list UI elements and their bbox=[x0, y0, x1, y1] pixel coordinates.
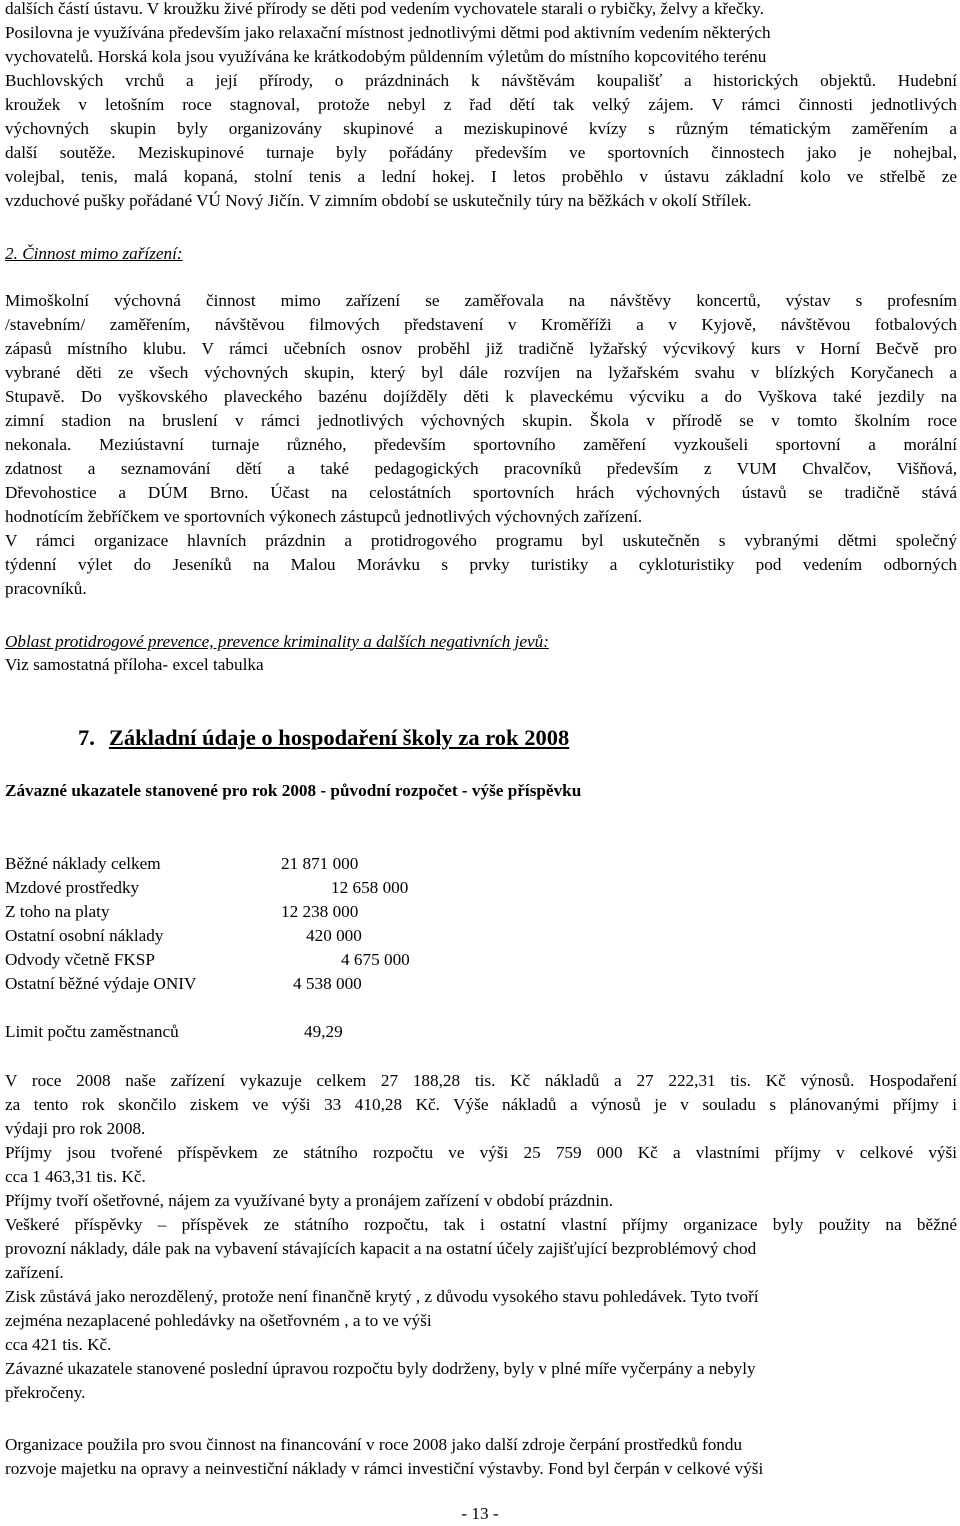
text-line: V roce 2008 naše zařízení vykazuje celkem 27 188,28 tis. Kč nákladů a 27 222,31 tis. Kč výnosů. Hospodaření bbox=[5, 1071, 957, 1090]
text-line: vybrané děti ze všech výchovných skupin, který byl dále rozvíjen na lyžařském svahu v blízkých Koryčanech a bbox=[5, 363, 957, 382]
text-line: Zisk zůstává jako nerozdělený, protože není finančně krytý , z důvodu vysokého stavu pohledávek. Tyto tvoří bbox=[5, 1287, 759, 1306]
text-line: zdatnost a seznamování dětí a také pedagogických pracovníků především z VUM Chvalčov, Višňová, bbox=[5, 459, 957, 478]
text-line: hodnotícím žebříčkem ve sportovních výkonech zástupců jednotlivých výchovných zařízení. bbox=[5, 507, 643, 526]
section-2-heading: 2. Činnost mimo zařízení: bbox=[5, 244, 183, 263]
text-line: vychovatelů. Horská kola jsou využívána ke krátkodobým půldenním výletům do místního kopcovitého terénu bbox=[5, 47, 767, 66]
text-line: za tento rok skončilo ziskem ve výši 33 410,28 Kč. Výše nákladů a výnosů je v souladu s plánovanými příjmy i bbox=[5, 1095, 957, 1114]
text-line: Organizace použila pro svou činnost na financování v roce 2008 jako další zdroje čerpání prostředků fondu bbox=[5, 1435, 743, 1454]
indicator-label: Mzdové prostředky bbox=[5, 878, 140, 897]
text-line: provozní náklady, dále pak na vybavení stávajících kapacit a na ostatní účely zajišťující bezproblémový chod bbox=[5, 1239, 757, 1258]
text-line: volejbal, tenis, malá kopaná, stolní tenis a lední hokej. I letos proběhlo v ústavu základní kolo ve střelbě ze bbox=[5, 167, 957, 186]
staff-limit-value: 49,29 bbox=[304, 1022, 343, 1041]
indicator-row bbox=[5, 876, 525, 900]
activities-paragraph bbox=[5, 0, 957, 213]
indicator-row bbox=[5, 852, 525, 876]
indicator-value: 12 658 000 bbox=[331, 878, 409, 897]
text-line: překročeny. bbox=[5, 1383, 86, 1402]
indicator-value: 21 871 000 bbox=[281, 854, 359, 873]
text-line: rozvoje majetku na opravy a neinvestiční náklady v rámci investiční výstavby. Fond byl čerpán v celkové výši bbox=[5, 1459, 764, 1478]
text-line: Dřevohostice a DÚM Brno. Účast na celostátních sportovních hrách výchovných ústavů se tradičně stává bbox=[5, 483, 957, 502]
indicator-row bbox=[5, 972, 525, 996]
text-line: dalších částí ústavu. V kroužku živé přírody se děti pod vedením vychovatele starali o rybičky, želvy a křečky. bbox=[5, 0, 764, 18]
text-line: Buchlovských vrchů a její přírody, o prázdninách k návštěvám koupališť a historických objektů. Hudební bbox=[5, 71, 957, 90]
text-line: nekonala. Meziústavní turnaje různého, především sportovního zaměření vyzkoušeli sportovní a morální bbox=[5, 435, 957, 454]
indicator-row bbox=[5, 900, 525, 924]
text-line: zařízení. bbox=[5, 1263, 64, 1282]
text-line: cca 1 463,31 tis. Kč. bbox=[5, 1167, 146, 1186]
prevention-text: Viz samostatná příloha- excel tabulka bbox=[5, 655, 264, 674]
staff-limit-row bbox=[5, 1020, 525, 1044]
indicator-value: 4 675 000 bbox=[341, 950, 410, 969]
indicator-row bbox=[5, 948, 525, 972]
indicator-value: 420 000 bbox=[306, 926, 362, 945]
text-line: V rámci organizace hlavních prázdnin a protidrogového programu byl uskutečněn s vybranými dětmi společný bbox=[5, 531, 957, 550]
text-line: Stupavě. Do vyškovského plaveckého bazénu dojížděly děti k plaveckému výcviku a do Vyškova také jezdily na bbox=[5, 387, 957, 406]
text-line: pracovníků. bbox=[5, 579, 87, 598]
text-line: cca 421 tis. Kč. bbox=[5, 1335, 112, 1354]
section-7-title: Základní údaje o hospodaření školy za rok 2008 bbox=[108, 725, 570, 750]
text-line: kroužek v letošním roce stagnoval, protože nebyl z řad dětí tak velký zájem. V rámci činnosti jednotlivých bbox=[5, 95, 957, 114]
indicator-label: Ostatní běžné výdaje ONIV bbox=[5, 974, 197, 993]
indicator-label: Ostatní osobní náklady bbox=[5, 926, 164, 945]
text-line: Mimoškolní výchovná činnost mimo zařízení se zaměřovala na návštěvy koncertů, výstav s profesním bbox=[5, 291, 957, 310]
text-line: výchovných skupin byly organizovány skupinové a meziskupinové kvízy s různým tématickým zaměřením a bbox=[5, 119, 957, 138]
staff-limit-label: Limit počtu zaměstnanců bbox=[5, 1022, 179, 1041]
text-line: vzduchové pušky pořádané VÚ Nový Jičín. V zimním období se uskutečnily túry na běžkách v okolí Střílek. bbox=[5, 191, 752, 210]
text-line: Posilovna je využívána především jako relaxační místnost jednotlivými dětmi pod aktivním vedením některých bbox=[5, 23, 771, 42]
section-7-heading bbox=[78, 726, 569, 750]
text-line: týdenní výlet do Jeseníků na Malou Morávku s prvky turistiky a cykloturistiky pod vedením odborných bbox=[5, 555, 957, 574]
text-line: Závazné ukazatele stanovené poslední úpravou rozpočtu byly dodrženy, byly v plné míře vyčerpány a nebyly bbox=[5, 1359, 756, 1378]
text-line: zápasů místního klubu. V rámci učebních osnov proběhl již tradičně lyžařský výcvikový kurs v Horní Bečvě pro bbox=[5, 339, 957, 358]
text-line: /stavebním/ zaměřením, návštěvou filmových představení v Kroměříži a v Kyjově, návštěvou fotbalových bbox=[5, 315, 957, 334]
text-line: zimní stadion na bruslení v rámci jednotlivých výchovných skupin. Škola v přírodě se v tomto školním roce bbox=[5, 411, 957, 430]
indicator-label: Odvody včetně FKSP bbox=[5, 950, 155, 969]
text-line: zejména nezaplacené pohledávky na ošetřovném , a to ve výši bbox=[5, 1311, 432, 1330]
indicator-label: Běžné náklady celkem bbox=[5, 854, 161, 873]
section-2-paragraph bbox=[5, 289, 957, 601]
page-number: - 13 - bbox=[461, 1504, 499, 1523]
indicator-row bbox=[5, 924, 525, 948]
indicator-value: 4 538 000 bbox=[293, 974, 362, 993]
funds-paragraph bbox=[5, 1433, 957, 1481]
indicator-value: 12 238 000 bbox=[281, 902, 359, 921]
text-line: další soutěže. Meziskupinové turnaje byly pořádány především ve sportovních činnostech jako je nohejbal, bbox=[5, 143, 957, 162]
indicator-label: Z toho na platy bbox=[5, 902, 110, 921]
text-line: Příjmy jsou tvořené příspěvkem ze státního rozpočtu ve výši 25 759 000 Kč a vlastními příjmy v celkové výši bbox=[5, 1143, 957, 1162]
prevention-heading: Oblast protidrogové prevence, prevence kriminality a dalších negativních jevů: bbox=[5, 632, 549, 651]
text-line: výdaji pro rok 2008. bbox=[5, 1119, 146, 1138]
budget-subheading: Závazné ukazatele stanovené pro rok 2008 - původní rozpočet - výše příspěvku bbox=[5, 781, 582, 800]
text-line: Veškeré příspěvky – příspěvek ze státního rozpočtu, tak i ostatní vlastní příjmy organizace byly použity na běžné bbox=[5, 1215, 957, 1234]
economy-paragraph bbox=[5, 1069, 957, 1405]
text-line: Příjmy tvoří ošetřovné, nájem za využívané byty a pronájem zařízení v období prázdnin. bbox=[5, 1191, 614, 1210]
section-7-number: 7. bbox=[78, 725, 95, 750]
